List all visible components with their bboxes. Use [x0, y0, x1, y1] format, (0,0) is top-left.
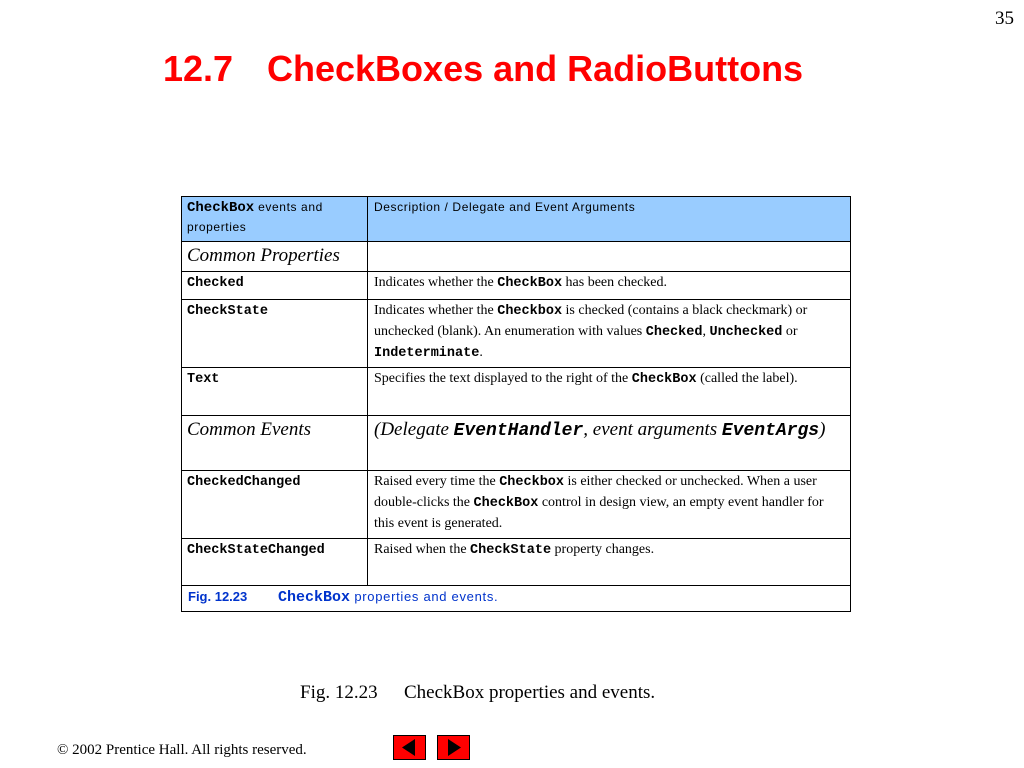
desc-text: Indicates whether the	[374, 303, 498, 318]
section-empty-cell	[368, 242, 851, 272]
event-name-cell	[182, 539, 368, 586]
slide-title	[163, 48, 803, 90]
section-description	[368, 416, 851, 471]
header-cell-description	[368, 197, 851, 242]
property-name-cell	[182, 368, 368, 416]
figure-caption-text: CheckBox properties and events.	[404, 682, 656, 703]
table-row	[182, 272, 851, 300]
section-label: Common Events	[182, 416, 368, 471]
property-name-cell	[182, 272, 368, 300]
desc-text: )	[819, 419, 826, 440]
desc-text: (called the label).	[696, 371, 798, 386]
table-caption	[182, 586, 851, 612]
desc-text: (Delegate	[374, 419, 454, 440]
event-description	[368, 539, 851, 586]
table-row	[182, 368, 851, 416]
desc-text: is checked (contains a black checkmark) or unchecked (blank). An enumeration with values	[374, 303, 808, 339]
table-row	[182, 539, 851, 586]
property-name-cell	[182, 300, 368, 368]
caption-text: properties and events.	[350, 589, 499, 604]
desc-code: Checked	[645, 325, 703, 340]
page-number: 35	[995, 8, 1014, 29]
figure-number: Fig. 12.23	[300, 682, 378, 703]
property-description	[368, 272, 851, 300]
table-row	[182, 300, 851, 368]
desc-code: Checkbox	[499, 475, 564, 490]
desc-code: Indeterminate	[374, 346, 480, 361]
section-row-properties	[182, 242, 851, 272]
desc-code: EventArgs	[721, 421, 820, 441]
caption-code: CheckBox	[278, 589, 351, 606]
figure-caption	[300, 682, 655, 704]
section-label: Common Properties	[182, 242, 368, 272]
desc-code: Unchecked	[709, 325, 783, 340]
desc-text: has been checked.	[562, 275, 667, 290]
table-row	[182, 471, 851, 539]
properties-table	[181, 196, 851, 612]
section-row-events	[182, 416, 851, 471]
desc-text: Specifies the text displayed to the right of the	[374, 371, 632, 386]
desc-code: EventHandler	[453, 421, 584, 441]
desc-code: Checkbox	[497, 304, 563, 319]
property-name: Checked	[187, 276, 244, 291]
copyright-notice: © 2002 Prentice Hall. All rights reserved.	[57, 742, 307, 758]
event-name: CheckStateChanged	[187, 543, 325, 558]
property-name: Text	[187, 372, 220, 387]
desc-code: CheckBox	[473, 496, 539, 511]
property-name: CheckState	[187, 304, 269, 319]
desc-text: Raised when the	[374, 542, 471, 557]
desc-code: CheckBox	[631, 372, 697, 387]
header-mono: CheckBox	[187, 200, 255, 216]
event-name-cell	[182, 471, 368, 539]
title-number: 12.7	[163, 48, 234, 89]
property-description	[368, 368, 851, 416]
desc-text: or	[782, 324, 798, 339]
desc-code: CheckState	[470, 543, 552, 558]
arrow-left-icon	[394, 736, 425, 759]
previous-slide-button[interactable]	[393, 735, 426, 760]
title-text: CheckBoxes and RadioButtons	[267, 48, 804, 89]
table-header-row	[182, 197, 851, 242]
caption-fig-number: Fig. 12.23	[188, 589, 248, 604]
arrow-right-icon	[438, 736, 469, 759]
desc-text: is either checked or unchecked. When a user double-clicks the	[374, 474, 817, 510]
header-text: events and properties	[187, 200, 323, 234]
desc-code: CheckBox	[497, 276, 563, 291]
event-description	[368, 471, 851, 539]
desc-text: , event arguments	[583, 419, 722, 440]
header-description: Description / Delegate and Event Arguments	[374, 200, 636, 214]
desc-text: Raised every time the	[374, 474, 500, 489]
next-slide-button[interactable]	[437, 735, 470, 760]
header-cell-events	[182, 197, 368, 242]
desc-text: Indicates whether the	[374, 275, 498, 290]
desc-text: control in design view, an empty event handler for this event is generated.	[374, 495, 824, 531]
event-name: CheckedChanged	[187, 475, 301, 490]
desc-text: property changes.	[551, 542, 655, 557]
desc-text: .	[479, 345, 483, 360]
property-description	[368, 300, 851, 368]
table-caption-row	[182, 586, 851, 612]
desc-text: ,	[702, 324, 710, 339]
